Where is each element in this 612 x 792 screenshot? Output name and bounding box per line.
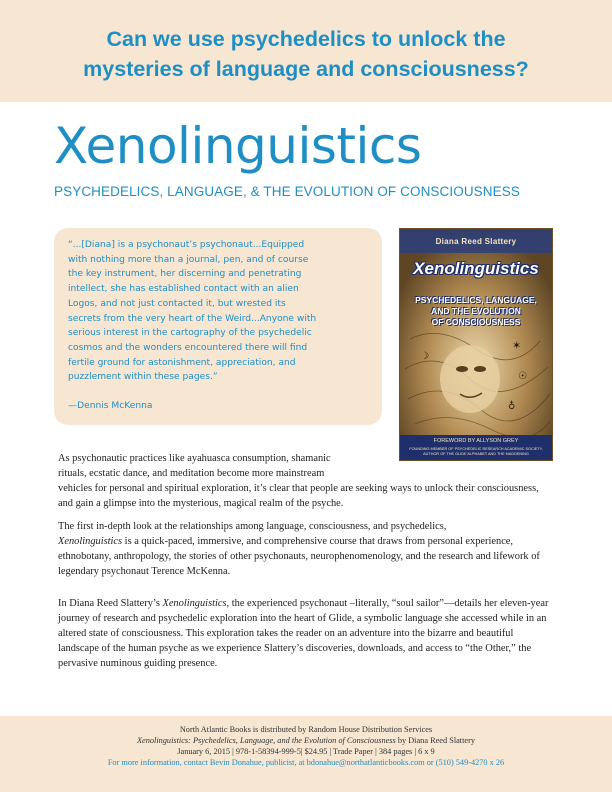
cover-foreword: FOREWORD BY ALLYSON GREY xyxy=(433,438,519,444)
cover-subtitle-line: AND THE EVOLUTION xyxy=(431,306,521,316)
quote-line: intellect, she has established contact with an alien xyxy=(68,284,299,295)
cover-author: Diana Reed Slattery xyxy=(435,237,517,246)
header-question-line-1: Can we use psychedelics to unlock the xyxy=(106,27,506,51)
endorsement-quote xyxy=(68,238,373,385)
header-question xyxy=(0,24,612,84)
footer-book-info xyxy=(0,735,612,746)
quote-line: with nothing more than a journal, pen, and of course xyxy=(68,254,309,265)
quote-line: puzzlement within these pages.” xyxy=(68,372,218,383)
book-subtitle: PSYCHEDELICS, LANGUAGE, & THE EVOLUTION OF CONSCIOUSNESS xyxy=(54,184,520,199)
body-paragraph-3 xyxy=(58,597,556,672)
footer-author: by Diana Reed Slattery xyxy=(395,736,476,745)
quote-attribution: —Dennis McKenna xyxy=(68,401,153,411)
quote-line: serious interest in the cartography of the psychedelic xyxy=(68,328,312,339)
svg-text:☽: ☽ xyxy=(420,351,429,362)
quote-line: “...[Diana] is a psychonaut’s psychonaut...Equipped xyxy=(68,240,305,250)
cover-title: Xenolinguistics xyxy=(413,259,539,278)
quote-line: secrets from the very heart of the Weird...Anyone with xyxy=(68,313,317,324)
body-text: is a quick-paced, immersive, and comprehensive course that draws from personal experience, ethnobotany, anthropology, the stories of other psychonauts, neurophenomenology, and the research and lifework of legendary psychonaut Terence McKenna. xyxy=(58,535,540,577)
body-text: The first in-depth look at the relationships among language, consciousness, and psychedelics, xyxy=(58,521,447,532)
quote-line: the key instrument, her discerning and penetrating xyxy=(68,269,302,280)
book-title: Xenolinguistics xyxy=(54,117,422,175)
cover-subtitle-line: OF CONSCIOUSNESS xyxy=(431,317,521,327)
footer-book-title: Xenolinguistics: Psychedelics, Language, and the Evolution of Consciousness xyxy=(136,736,396,745)
header-question-line-2: mysteries of language and consciousness? xyxy=(83,57,529,81)
body-text: vehicles for personal and spiritual exploration, it’s clear that people are seeking ways to unlock their consciousness, and gain a glimpse into the mysterious, magical realm of the psyche. xyxy=(58,482,539,509)
quote-line: Logos, and not just contacted it, but wrested its xyxy=(68,298,286,309)
body-italic-title: Xenolinguistics xyxy=(162,598,227,609)
book-cover-image xyxy=(399,228,553,461)
footer-distribution: North Atlantic Books is distributed by Random House Distribution Services xyxy=(179,725,433,734)
body-paragraph-2 xyxy=(58,520,556,580)
body-line: As psychonautic practices like ayahuasca consumption, shamanic xyxy=(58,453,331,464)
cover-blurb: FOUNDING MEMBER OF PSYCHEDELIC RESEARCH ACADEMIC SOCIETY, AUTHOR OF THE GLIDE ALPHABET AND THE MADDENING xyxy=(409,447,543,456)
quote-line: fertile ground for astonishment, appreciation, and xyxy=(68,357,296,368)
body-line: rituals, ecstatic dance, and meditation become more mainstream xyxy=(58,467,325,479)
cover-subtitle xyxy=(400,295,552,328)
body-text: In Diana Reed Slattery’s xyxy=(58,598,163,609)
svg-text:☉: ☉ xyxy=(518,371,527,382)
svg-text:♁: ♁ xyxy=(508,401,516,412)
cover-subtitle-line: PSYCHEDELICS, LANGUAGE, xyxy=(415,295,537,305)
body-italic-title: Xenolinguistics xyxy=(58,535,123,547)
body-text: , the experienced psychonaut –literally, “soul sailor”—details her eleven-year journey of research and psychedelic exploration into the heart of Glide, a symbolic language she accessed while in an altered state of consciousness. This exploration takes the reader on an adventure into the bizarre and beautiful landscape of the human psyche as we experience Slattery’s discoveries, downloads, and access to “the Other,” the pervasive numinous guiding presence. xyxy=(58,598,549,669)
footer-contact: For more information, contact Bevin Donahue, publicist, at bdonahue@northatlanticbooks.com or (510) 549-4270 x 26 xyxy=(107,758,505,767)
footer-pub-details: January 6, 2015 | 978-1-58394-999-5| $24.95 | Trade Paper | 384 pages | 6 x 9 xyxy=(177,747,435,756)
body-paragraph-1 xyxy=(58,452,556,512)
quote-line: cosmos and the wonders encountered there will find xyxy=(68,342,308,353)
svg-text:✶: ✶ xyxy=(512,339,522,352)
